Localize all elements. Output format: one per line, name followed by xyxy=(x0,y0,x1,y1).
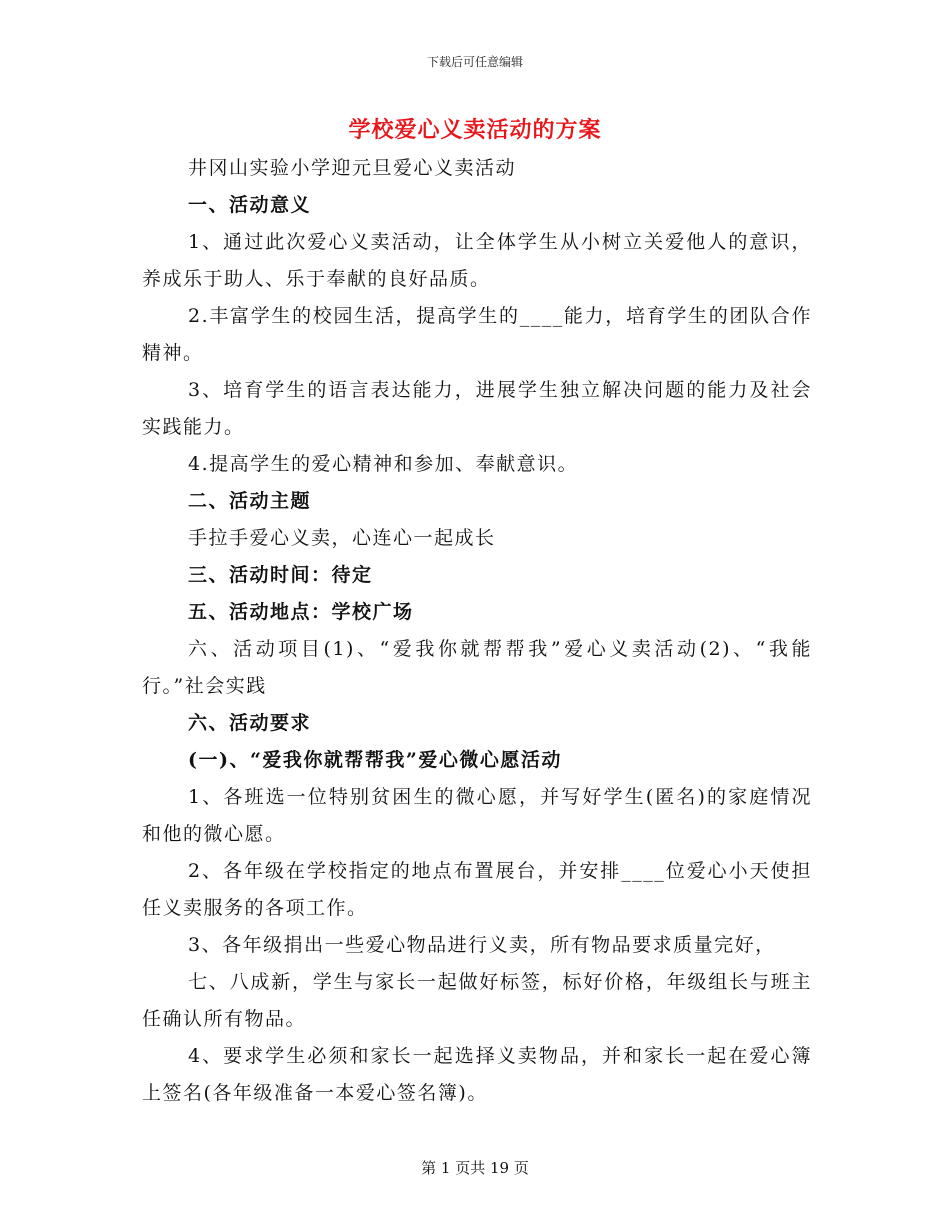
paragraph-requirement-1: 1、各班选一位特别贫困生的微心愿，并写好学生(匿名)的家庭情况和他的微心愿。 xyxy=(142,786,812,845)
header-note: 下载后可任意编辑 xyxy=(426,55,523,69)
subsection-heading-wish: (一)、“爱我你就帮帮我”爱心微心愿活动 xyxy=(188,749,562,771)
document-body xyxy=(142,150,812,1112)
section-heading-time: 三、活动时间：待定 xyxy=(188,564,373,586)
section-heading-theme: 二、活动主题 xyxy=(188,490,312,512)
paragraph-requirement-4: 4、要求学生必须和家长一起选择义卖物品，并和家长一起在爱心簿上签名(各年级准备一本爱心签名簿)。 xyxy=(142,1045,812,1104)
paragraph-theme: 手拉手爱心义卖，心连心一起成长 xyxy=(188,527,496,549)
document-title: 学校爱心义卖活动的方案 xyxy=(348,117,602,143)
section-heading-location: 五、活动地点：学校广场 xyxy=(188,601,414,623)
paragraph-requirement-3: 3、各年级捐出一些爱心物品进行义卖，所有物品要求质量完好， xyxy=(188,934,776,956)
paragraph-significance-3: 3、培育学生的语言表达能力，进展学生独立解决问题的能力及社会实践能力。 xyxy=(142,379,812,438)
paragraph-school-event: 井冈山实验小学迎元旦爱心义卖活动 xyxy=(188,157,517,179)
section-heading-significance: 一、活动意义 xyxy=(188,194,312,216)
paragraph-significance-2: 2.丰富学生的校园生活，提高学生的____能力，培育学生的团队合作精神。 xyxy=(142,305,812,364)
page-footer: 第 1 页共 19 页 xyxy=(421,1159,529,1177)
paragraph-significance-4: 4.提高学生的爱心精神和参加、奉献意识。 xyxy=(188,453,579,475)
section-heading-requirements: 六、活动要求 xyxy=(188,712,312,734)
paragraph-requirement-3-cont: 七、八成新，学生与家长一起做好标签，标好价格，年级组长与班主任确认所有物品。 xyxy=(142,971,812,1030)
paragraph-requirement-2: 2、各年级在学校指定的地点布置展台，并安排____位爱心小天使担任义卖服务的各项工作。 xyxy=(142,860,812,919)
paragraph-significance-1: 1、通过此次爱心义卖活动，让全体学生从小树立关爱他人的意识，养成乐于助人、乐于奉献的良好品质。 xyxy=(142,231,812,290)
paragraph-projects: 六、活动项目(1)、“爱我你就帮帮我”爱心义卖活动(2)、“我能行。”社会实践 xyxy=(142,638,812,697)
